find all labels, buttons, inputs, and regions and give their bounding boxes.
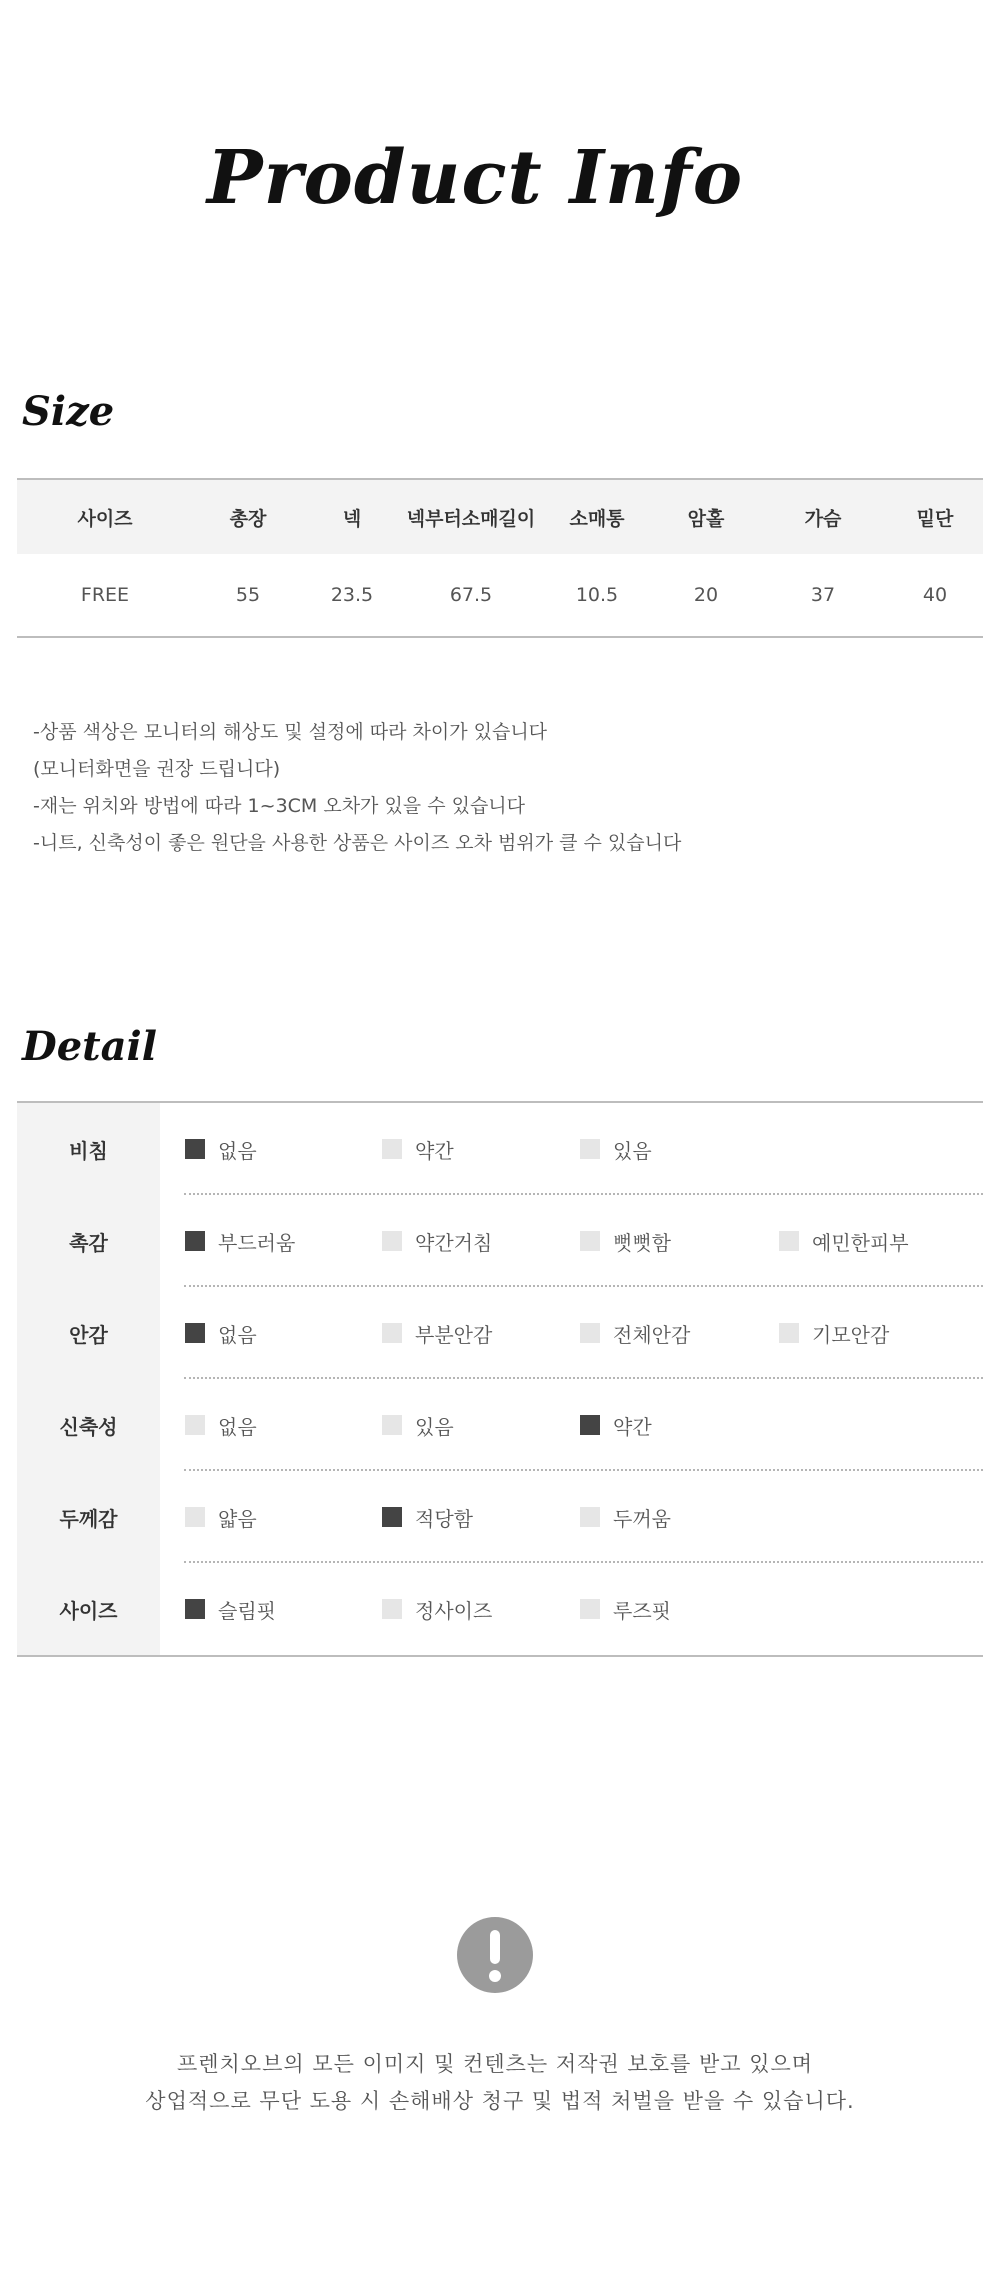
detail-option: [580, 1563, 671, 1655]
detail-option-label: 없음: [218, 1322, 257, 1347]
checkbox-icon: [580, 1139, 600, 1159]
detail-option-label: 없음: [218, 1138, 257, 1163]
exclamation-bar: [490, 1930, 500, 1964]
detail-row-label: 두께감: [17, 1471, 160, 1563]
detail-options: [160, 1563, 983, 1655]
size-header-cell: 암홀: [687, 507, 725, 530]
detail-option-label: 예민한피부: [812, 1230, 909, 1255]
note-line: -재는 위치와 방법에 따라 1~3CM 오차가 있을 수 있습니다: [33, 795, 526, 817]
detail-option: [185, 1563, 276, 1655]
detail-options: [160, 1471, 983, 1563]
note-line: (모니터화면을 권장 드립니다): [33, 758, 281, 780]
detail-option-label: 있음: [613, 1138, 652, 1163]
size-value-cell: 23.5: [330, 584, 374, 606]
detail-option-label: 부드러움: [218, 1230, 296, 1255]
detail-row-label: 비침: [17, 1103, 160, 1195]
detail-option-label: 약간거침: [415, 1230, 493, 1255]
detail-option: [185, 1195, 295, 1287]
checkbox-icon: [580, 1231, 600, 1251]
detail-option-label: 정사이즈: [415, 1598, 493, 1623]
detail-option: [185, 1103, 257, 1195]
detail-option-label: 약간: [415, 1138, 454, 1163]
detail-option-label: 전체안감: [613, 1322, 691, 1347]
detail-option: [580, 1287, 690, 1379]
checkbox-icon: [185, 1415, 205, 1435]
detail-option: [382, 1563, 492, 1655]
table-row: [17, 554, 983, 636]
checkbox-icon: [185, 1323, 205, 1343]
detail-option-label: 두꺼움: [613, 1506, 671, 1531]
detail-option-label: 있음: [415, 1414, 454, 1439]
detail-option-label: 약간: [613, 1414, 652, 1439]
detail-option-label: 슬림핏: [218, 1598, 276, 1623]
copyright-notice: [0, 2046, 1000, 2120]
notice-line: 상업적으로 무단 도용 시 손해배상 청구 및 법적 처벌을 받을 수 있습니다.: [145, 2089, 855, 2113]
checkbox-icon: [185, 1507, 205, 1527]
size-value-cell: FREE: [80, 584, 130, 606]
detail-option-label: 뻣뻣함: [613, 1230, 671, 1255]
detail-option: [779, 1195, 909, 1287]
detail-option: [580, 1471, 671, 1563]
size-section-title: Size: [22, 388, 115, 435]
note-line: -상품 색상은 모니터의 해상도 및 설정에 따라 차이가 있습니다: [33, 721, 548, 743]
checkbox-icon: [779, 1231, 799, 1251]
detail-row-label: 사이즈: [17, 1563, 160, 1655]
detail-option: [779, 1287, 889, 1379]
checkbox-icon: [382, 1139, 402, 1159]
size-value-cell: 67.5: [449, 584, 493, 606]
size-header-cell: 사이즈: [77, 507, 133, 530]
detail-row-label: 촉감: [17, 1195, 160, 1287]
checkbox-icon: [382, 1507, 402, 1527]
detail-option: [185, 1379, 257, 1471]
notice-line: 프렌치오브의 모든 이미지 및 컨텐츠는 저작권 보호를 받고 있으며: [176, 2052, 814, 2076]
detail-option: [382, 1379, 454, 1471]
detail-option-label: 기모안감: [812, 1322, 890, 1347]
detail-option: [185, 1471, 257, 1563]
size-header-cell: 넥부터소매길이: [406, 507, 536, 530]
size-notes: [33, 714, 681, 862]
detail-option: [382, 1103, 454, 1195]
detail-option-label: 얇음: [218, 1506, 257, 1531]
detail-option: [382, 1287, 492, 1379]
checkbox-icon: [580, 1507, 600, 1527]
size-header-cell: 넥: [342, 507, 362, 530]
checkbox-icon: [382, 1415, 402, 1435]
size-value-cell: 10.5: [575, 584, 619, 606]
detail-option-label: 없음: [218, 1414, 257, 1439]
checkbox-icon: [580, 1599, 600, 1619]
detail-row: [17, 1379, 983, 1471]
note-line: -니트, 신축성이 좋은 원단을 사용한 상품은 사이즈 오차 범위가 클 수 있습니다: [33, 832, 682, 854]
detail-table: [17, 1101, 983, 1657]
detail-option: [580, 1103, 652, 1195]
size-header-cell: 소매통: [569, 507, 625, 530]
detail-row: [17, 1563, 983, 1655]
checkbox-icon: [185, 1599, 205, 1619]
size-table: [17, 478, 983, 638]
checkbox-icon: [382, 1323, 402, 1343]
checkbox-icon: [779, 1323, 799, 1343]
detail-option-label: 부분안감: [415, 1322, 493, 1347]
detail-option-label: 적당함: [415, 1506, 473, 1531]
detail-option: [580, 1195, 671, 1287]
detail-row-label: 안감: [17, 1287, 160, 1379]
size-header-cell: 가슴: [804, 507, 842, 530]
size-value-cell: 37: [810, 584, 836, 606]
exclamation-dot: [489, 1970, 501, 1982]
size-value-cell: 55: [235, 584, 261, 606]
checkbox-icon: [382, 1599, 402, 1619]
checkbox-icon: [580, 1323, 600, 1343]
checkbox-icon: [185, 1139, 205, 1159]
detail-options: [160, 1103, 983, 1195]
detail-option: [580, 1379, 652, 1471]
detail-row: [17, 1195, 983, 1287]
detail-option: [382, 1195, 492, 1287]
detail-row: [17, 1471, 983, 1563]
detail-options: [160, 1195, 983, 1287]
detail-row: [17, 1287, 983, 1379]
checkbox-icon: [185, 1231, 205, 1251]
checkbox-icon: [382, 1231, 402, 1251]
detail-options: [160, 1379, 983, 1471]
size-table-header: [17, 480, 983, 554]
detail-row-label: 신축성: [17, 1379, 160, 1471]
detail-option: [382, 1471, 473, 1563]
size-header-cell: 밑단: [916, 507, 954, 530]
detail-option-label: 루즈핏: [613, 1598, 671, 1623]
detail-options: [160, 1287, 983, 1379]
size-value-cell: 20: [693, 584, 719, 606]
size-value-cell: 40: [922, 584, 948, 606]
detail-section-title: Detail: [22, 1023, 157, 1070]
page-title: Product Info: [206, 135, 744, 221]
checkbox-icon: [580, 1415, 600, 1435]
exclamation-icon: [457, 1917, 533, 1993]
detail-row: [17, 1103, 983, 1195]
detail-option: [185, 1287, 257, 1379]
size-header-cell: 총장: [229, 507, 267, 530]
